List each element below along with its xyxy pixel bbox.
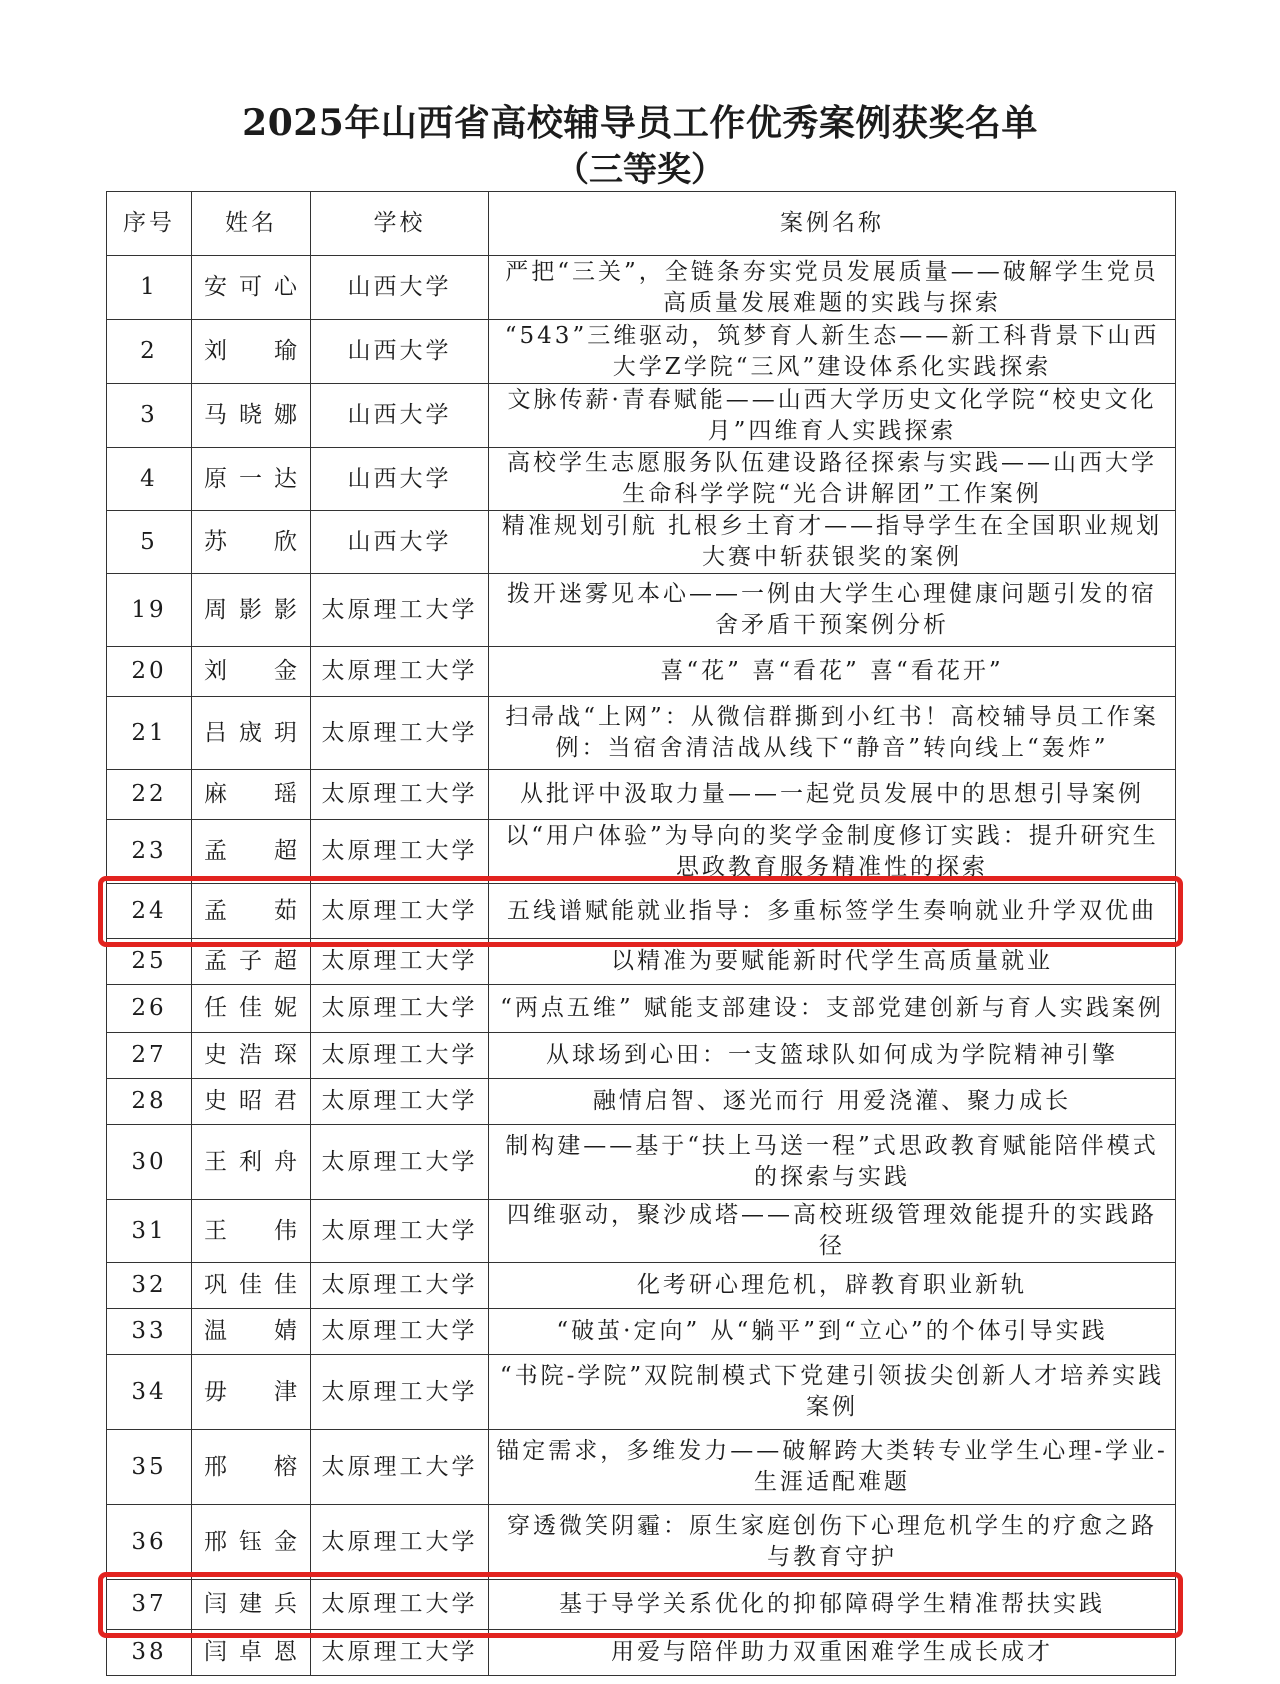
row-number: 25	[107, 939, 192, 985]
row-name: 刘金	[192, 647, 311, 697]
row-number: 21	[107, 697, 192, 770]
row-number: 28	[107, 1079, 192, 1125]
row-case-title: “两点五维” 赋能支部建设：支部党建创新与育人实践案例	[489, 985, 1176, 1033]
row-number: 26	[107, 985, 192, 1033]
row-school: 太原理工大学	[311, 574, 489, 647]
row-school: 太原理工大学	[311, 697, 489, 770]
row-name: 孟子超	[192, 939, 311, 985]
row-case-title: 五线谱赋能就业指导：多重标签学生奏响就业升学双优曲	[489, 884, 1176, 939]
row-name: 闫建兵	[192, 1580, 311, 1630]
row-case-title: 以“用户体验”为导向的奖学金制度修订实践：提升研究生思政教育服务精准性的探索	[489, 820, 1176, 884]
row-case-title: 化考研心理危机，辟教育职业新轨	[489, 1263, 1176, 1309]
row-case-title: 从批评中汲取力量——一起党员发展中的思想引导案例	[489, 770, 1176, 820]
table-row	[107, 511, 1176, 574]
row-number: 30	[107, 1125, 192, 1200]
row-school: 太原理工大学	[311, 1505, 489, 1580]
row-name: 孟超	[192, 820, 311, 884]
row-school: 太原理工大学	[311, 1580, 489, 1630]
row-name: 任佳妮	[192, 985, 311, 1033]
row-school: 太原理工大学	[311, 1630, 489, 1676]
row-number: 23	[107, 820, 192, 884]
row-case-title: 融情启智、逐光而行 用爱浇灌、聚力成长	[489, 1079, 1176, 1125]
row-name: 原一达	[192, 448, 311, 511]
row-name: 温婧	[192, 1309, 311, 1355]
row-name: 麻瑶	[192, 770, 311, 820]
table-row	[107, 1430, 1176, 1505]
table-row	[107, 1309, 1176, 1355]
row-name: 邢榕	[192, 1430, 311, 1505]
row-number: 38	[107, 1630, 192, 1676]
row-case-title: 用爱与陪伴助力双重困难学生成长成才	[489, 1630, 1176, 1676]
row-name: 王伟	[192, 1200, 311, 1263]
highlight-box-row-37	[98, 1572, 1183, 1638]
row-number: 31	[107, 1200, 192, 1263]
row-case-title: 从球场到心田：一支篮球队如何成为学院精神引擎	[489, 1033, 1176, 1079]
row-school: 太原理工大学	[311, 1125, 489, 1200]
row-school: 太原理工大学	[311, 985, 489, 1033]
row-name: 史浩琛	[192, 1033, 311, 1079]
row-name: 邢钰金	[192, 1505, 311, 1580]
header-name: 姓名	[192, 192, 311, 256]
header-school: 学校	[311, 192, 489, 256]
row-case-title: 基于导学关系优化的抑郁障碍学生精准帮扶实践	[489, 1580, 1176, 1630]
row-name: 孟茹	[192, 884, 311, 939]
row-case-title: 喜“花” 喜“看花” 喜“看花开”	[489, 647, 1176, 697]
row-number: 1	[107, 256, 192, 320]
row-school: 山西大学	[311, 511, 489, 574]
row-name: 王利舟	[192, 1125, 311, 1200]
row-number: 3	[107, 384, 192, 448]
row-school: 太原理工大学	[311, 770, 489, 820]
page-subtitle: （三等奖）	[555, 150, 725, 190]
row-school: 太原理工大学	[311, 1355, 489, 1430]
table-row	[107, 820, 1176, 884]
row-number: 36	[107, 1505, 192, 1580]
row-school: 太原理工大学	[311, 1263, 489, 1309]
row-name: 巩佳佳	[192, 1263, 311, 1309]
row-school: 太原理工大学	[311, 884, 489, 939]
row-case-title: 文脉传薪·青春赋能——山西大学历史文化学院“校史文化月”四维育人实践探索	[489, 384, 1176, 448]
row-name: 吕宬玥	[192, 697, 311, 770]
row-case-title: “破茧·定向” 从“躺平”到“立心”的个体引导实践	[489, 1309, 1176, 1355]
row-school: 太原理工大学	[311, 939, 489, 985]
row-name: 苏欣	[192, 511, 311, 574]
table-row	[107, 1079, 1176, 1125]
row-number: 20	[107, 647, 192, 697]
highlight-box-row-24	[98, 876, 1183, 947]
row-number: 33	[107, 1309, 192, 1355]
row-number: 34	[107, 1355, 192, 1430]
row-case-title: 制构建——基于“扶上马送一程”式思政教育赋能陪伴模式的探索与实践	[489, 1125, 1176, 1200]
table-body	[107, 256, 1176, 1676]
row-case-title: 穿透微笑阴霾：原生家庭创伤下心理危机学生的疗愈之路与教育守护	[489, 1505, 1176, 1580]
table-row	[107, 1033, 1176, 1079]
row-number: 2	[107, 320, 192, 384]
table-row	[107, 1263, 1176, 1309]
table-row	[107, 320, 1176, 384]
table-row	[107, 697, 1176, 770]
row-school: 太原理工大学	[311, 820, 489, 884]
row-name: 毋津	[192, 1355, 311, 1430]
row-case-title: “书院-学院”双院制模式下党建引领拔尖创新人才培养实践案例	[489, 1355, 1176, 1430]
table-row	[107, 770, 1176, 820]
row-school: 山西大学	[311, 384, 489, 448]
table-header-row	[107, 192, 1176, 256]
row-number: 24	[107, 884, 192, 939]
table-row	[107, 1200, 1176, 1263]
table-row	[107, 448, 1176, 511]
row-name: 史昭君	[192, 1079, 311, 1125]
row-school: 太原理工大学	[311, 1430, 489, 1505]
table-row	[107, 1505, 1176, 1580]
row-case-title: 高校学生志愿服务队伍建设路径探索与实践——山西大学生命科学学院“光合讲解团”工作案例	[489, 448, 1176, 511]
row-case-title: 严把“三关”，全链条夯实党员发展质量——破解学生党员高质量发展难题的实践与探索	[489, 256, 1176, 320]
row-number: 27	[107, 1033, 192, 1079]
row-school: 太原理工大学	[311, 1200, 489, 1263]
row-number: 32	[107, 1263, 192, 1309]
row-school: 山西大学	[311, 320, 489, 384]
row-name: 刘瑜	[192, 320, 311, 384]
header-no: 序号	[107, 192, 192, 256]
table-row	[107, 574, 1176, 647]
table-row	[107, 256, 1176, 320]
row-number: 35	[107, 1430, 192, 1505]
row-name: 闫卓恩	[192, 1630, 311, 1676]
row-number: 4	[107, 448, 192, 511]
row-school: 山西大学	[311, 448, 489, 511]
row-number: 19	[107, 574, 192, 647]
table-row	[107, 1355, 1176, 1430]
table-row	[107, 384, 1176, 448]
table-row	[107, 647, 1176, 697]
row-school: 太原理工大学	[311, 1309, 489, 1355]
row-case-title: 四维驱动，聚沙成塔——高校班级管理效能提升的实践路径	[489, 1200, 1176, 1263]
row-number: 37	[107, 1580, 192, 1630]
row-number: 22	[107, 770, 192, 820]
row-number: 5	[107, 511, 192, 574]
row-name: 周影影	[192, 574, 311, 647]
header-case: 案例名称	[489, 192, 1176, 256]
row-case-title: 扫帚战“上网”：从微信群撕到小红书！高校辅导员工作案例：当宿舍清洁战从线下“静音”转向线上“轰炸”	[489, 697, 1176, 770]
row-name: 安可心	[192, 256, 311, 320]
row-case-title: 拨开迷雾见本心——一例由大学生心理健康问题引发的宿舍矛盾干预案例分析	[489, 574, 1176, 647]
table-row	[107, 985, 1176, 1033]
row-name: 马晓娜	[192, 384, 311, 448]
row-case-title: 以精准为要赋能新时代学生高质量就业	[489, 939, 1176, 985]
row-school: 太原理工大学	[311, 647, 489, 697]
row-case-title: 锚定需求，多维发力——破解跨大类转专业学生心理-学业-生涯适配难题	[489, 1430, 1176, 1505]
table-row	[107, 1125, 1176, 1200]
page-title: 2025年山西省高校辅导员工作优秀案例获奖名单	[242, 102, 1038, 144]
row-school: 太原理工大学	[311, 1033, 489, 1079]
row-case-title: “543”三维驱动，筑梦育人新生态——新工科背景下山西大学Z学院“三风”建设体系化实践探索	[489, 320, 1176, 384]
row-case-title: 精准规划引航 扎根乡土育才——指导学生在全国职业规划大赛中斩获银奖的案例	[489, 511, 1176, 574]
row-school: 太原理工大学	[311, 1079, 489, 1125]
row-school: 山西大学	[311, 256, 489, 320]
